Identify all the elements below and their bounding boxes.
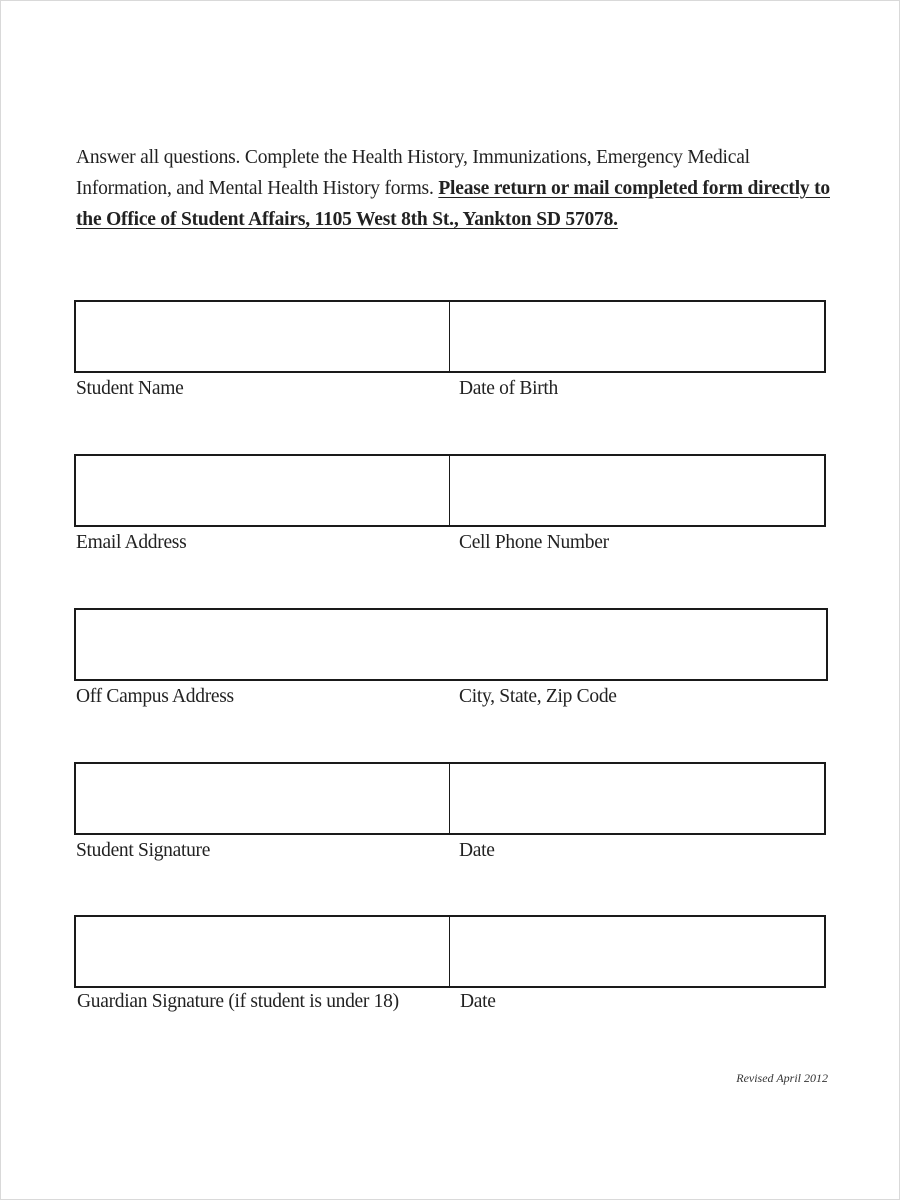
date-of-birth-field[interactable] <box>449 300 826 373</box>
student-date-label: Date <box>459 840 495 861</box>
student-name-label: Student Name <box>76 378 184 399</box>
student-signature-field[interactable] <box>74 762 451 835</box>
email-address-field[interactable] <box>74 454 451 527</box>
instructions-paragraph <box>76 142 836 235</box>
guardian-signature-label: Guardian Signature (if student is under 18) <box>77 991 399 1012</box>
off-campus-address-field[interactable] <box>74 608 828 681</box>
field-row-guardian-signature <box>74 915 828 988</box>
student-date-field[interactable] <box>449 762 826 835</box>
off-campus-address-label: Off Campus Address <box>76 686 234 707</box>
instructions-text: Answer all questions. Complete the Health History, Immunizations, Emergency Medical Information, and Mental Health History forms. <box>76 147 750 199</box>
revised-date-note: Revised April 2012 <box>736 1071 828 1085</box>
student-signature-label: Student Signature <box>76 840 211 861</box>
field-row-name-dob <box>74 300 828 373</box>
email-address-label: Email Address <box>76 532 187 553</box>
guardian-date-label: Date <box>460 991 496 1012</box>
guardian-date-field[interactable] <box>449 915 826 988</box>
student-name-field[interactable] <box>74 300 451 373</box>
cell-phone-label: Cell Phone Number <box>459 532 609 553</box>
cell-phone-field[interactable] <box>449 454 826 527</box>
return-notice: Please return or mail completed form directly to the Office of Student Affairs, 1105 West 8th St., Yankton SD 57078. <box>76 178 830 230</box>
city-state-zip-label: City, State, Zip Code <box>459 686 617 707</box>
guardian-signature-field[interactable] <box>74 915 451 988</box>
field-row-email-phone <box>74 454 828 527</box>
date-of-birth-label: Date of Birth <box>459 378 558 399</box>
field-row-address <box>74 608 828 681</box>
field-row-student-signature <box>74 762 828 835</box>
